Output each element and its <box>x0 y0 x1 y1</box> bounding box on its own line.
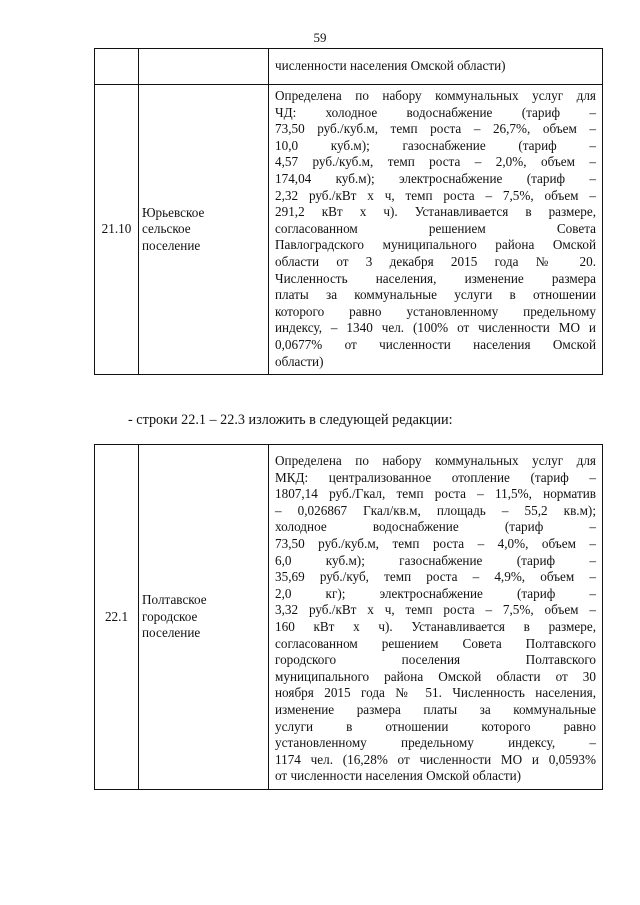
table-bottom <box>94 444 603 790</box>
description-line: установленному предельному индексу, – <box>275 735 596 751</box>
description-line: муниципального района Омской области от 30 <box>275 668 596 684</box>
description-line: изменение размера платы за коммунальные <box>275 701 596 717</box>
description-line: 35,69 руб./куб, темп роста – 4,9%, объем – <box>275 569 596 585</box>
empty-name-cell <box>139 49 269 85</box>
name-line: поселение <box>142 625 201 641</box>
description-line: 174,04 куб.м); электроснабжение (тариф – <box>275 170 596 186</box>
table-row-22-1 <box>95 445 603 790</box>
description-line: 1174 чел. (16,28% от численности МО и 0,0593% <box>275 751 596 767</box>
table-row-continuation <box>95 49 603 85</box>
description-line: 3,32 руб./кВт х ч, темп роста – 7,5%, объем – <box>275 602 596 618</box>
description-line: области от 3 декабря 2015 года № 20. <box>275 253 596 269</box>
description-line: 1807,14 руб./Гкал, темп роста – 11,5%, норматив <box>275 486 596 502</box>
table-row-21-10 <box>95 85 603 375</box>
row-number: 22.1 <box>95 445 139 790</box>
description-line: ноября 2015 года № 51. Численность населения, <box>275 685 596 701</box>
description-line: холодное водоснабжение (тариф – <box>275 519 596 535</box>
name-line: Юрьевское <box>142 204 205 220</box>
description-line: 4,57 руб./куб.м, темп роста – 2,0%, объем – <box>275 154 596 170</box>
table-top <box>94 48 603 375</box>
continuation-text: численности населения Омской области) <box>269 49 603 85</box>
description-line: которого равно установленному предельному <box>275 303 596 319</box>
amendment-instruction: - строки 22.1 – 22.3 изложить в следующей редакции: <box>128 412 453 428</box>
description-line: области) <box>275 353 324 369</box>
description-line: 2,0 кг); электроснабжение (тариф – <box>275 585 596 601</box>
name-line: Полтавское <box>142 592 207 608</box>
name-line: городское <box>142 608 198 624</box>
name-line: сельское <box>142 221 191 237</box>
description-line: 291,2 кВт х ч). Устанавливается в размере, <box>275 204 596 220</box>
description-line: услуги в отношении которого равно <box>275 718 596 734</box>
settlement-name <box>139 85 269 375</box>
description-line: 6,0 куб.м); газоснабжение (тариф – <box>275 552 596 568</box>
description-line: городского поселения Полтавского <box>275 652 596 668</box>
description-line: Павлоградского муниципального района Омской <box>275 237 596 253</box>
description-cell <box>269 85 603 375</box>
description-line: Численность населения, изменение размера <box>275 270 596 286</box>
description-line: от численности населения Омской области) <box>275 768 522 784</box>
description-line: ЧД: холодное водоснабжение (тариф – <box>275 104 596 120</box>
description-line: индексу, – 1340 чел. (100% от численности МО и <box>275 320 596 336</box>
page-number: 59 <box>313 30 327 45</box>
description-line: 73,50 руб./куб.м, темп роста – 26,7%, объем – <box>275 121 596 137</box>
description-line: согласованном решением Совета Полтавского <box>275 635 596 651</box>
description-line: Определена по набору коммунальных услуг для <box>275 88 596 103</box>
description-line: МКД: централизованное отопление (тариф – <box>275 469 596 485</box>
description-line: Определена по набору коммунальных услуг для <box>275 453 596 468</box>
description-line: платы за коммунальные услуги в отношении <box>275 287 596 303</box>
row-number: 21.10 <box>95 85 139 375</box>
settlement-name <box>139 445 269 790</box>
description-line: – 0,026867 Гкал/кв.м, площадь – 55,2 кв.м); <box>275 502 596 518</box>
description-line: 10,0 куб.м); газоснабжение (тариф – <box>275 137 596 153</box>
description-line: 73,50 руб./куб.м, темп роста – 4,0%, объем – <box>275 535 596 551</box>
empty-number-cell <box>95 49 139 85</box>
description-line: согласованном решением Совета <box>275 220 596 236</box>
description-line: 160 кВт х ч). Устанавливается в размере, <box>275 618 596 634</box>
name-line: поселение <box>142 237 201 253</box>
description-line: 2,32 руб./кВт х ч, темп роста – 7,5%, объем – <box>275 187 596 203</box>
description-line: 0,0677% от численности населения Омской <box>275 336 596 352</box>
description-cell <box>269 445 603 790</box>
